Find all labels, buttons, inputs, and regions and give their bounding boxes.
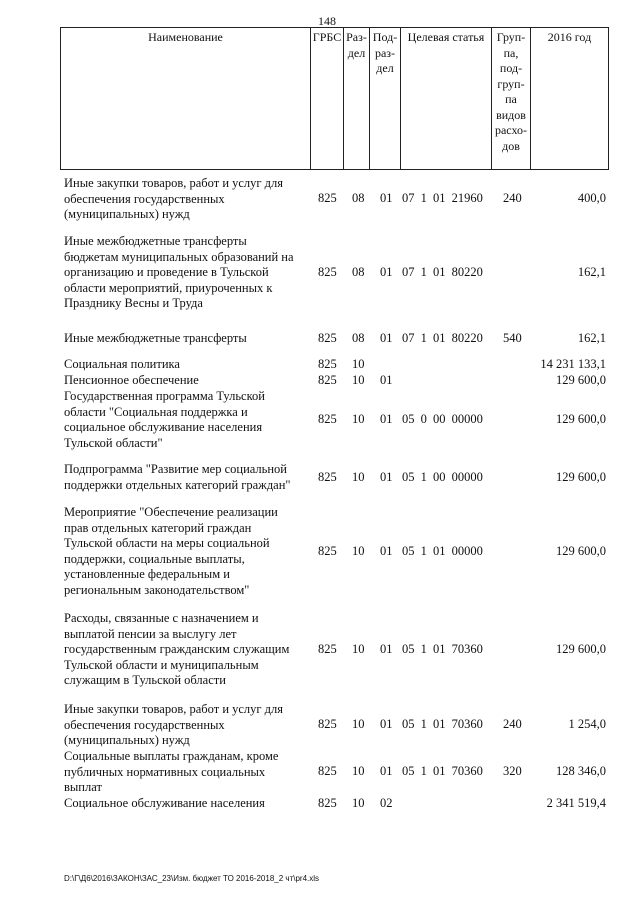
header-razdel: Раз- дел	[344, 28, 370, 169]
row-amount: 129 600,0	[556, 373, 606, 387]
row-razdel: 10	[352, 412, 365, 426]
row-grbs: 825	[318, 265, 337, 279]
row-target: 05 1 01 70360	[402, 764, 483, 778]
row-name: Государственная программа Тульской области "Социальная поддержка и социальное обслуживание населения Тульской области"	[64, 389, 265, 450]
row-razdel: 08	[352, 331, 365, 345]
row-razdel: 10	[352, 717, 365, 731]
row-podrazdel: 01	[380, 265, 393, 279]
row-group: 540	[503, 331, 522, 345]
page-number: 148	[318, 14, 336, 28]
row-group: 240	[503, 717, 522, 731]
row-grbs: 825	[318, 412, 337, 426]
row-razdel: 10	[352, 796, 365, 810]
row-amount: 128 346,0	[556, 764, 606, 778]
row-grbs: 825	[318, 470, 337, 484]
row-podrazdel: 01	[380, 412, 393, 426]
row-name: Иные закупки товаров, работ и услуг для обеспечения государственных (муниципальных) нужд	[64, 176, 284, 222]
row-name: Иные закупки товаров, работ и услуг для обеспечения государственных (муниципальных) нужд	[64, 702, 284, 748]
row-podrazdel: 01	[380, 764, 393, 778]
row-group: 320	[503, 764, 522, 778]
row-grbs: 825	[318, 544, 337, 558]
row-grbs: 825	[318, 191, 337, 205]
row-target: 05 1 01 70360	[402, 717, 483, 731]
row-grbs: 825	[318, 357, 337, 371]
row-grbs: 825	[318, 331, 337, 345]
row-amount: 129 600,0	[556, 642, 606, 656]
row-podrazdel: 01	[380, 544, 393, 558]
row-amount: 2 341 519,4	[546, 796, 606, 810]
row-amount: 14 231 133,1	[540, 357, 606, 371]
row-target: 07 1 01 80220	[402, 331, 483, 345]
row-name: Социальные выплаты гражданам, кроме публичных нормативных социальных выплат	[64, 749, 279, 795]
header-group: Груп- па, под- груп- па видов расхо- дов	[492, 28, 531, 169]
row-razdel: 10	[352, 470, 365, 484]
row-name: Подпрограмма "Развитие мер социальной поддержки отдельных категорий граждан"	[64, 462, 291, 492]
row-name: Социальное обслуживание населения	[64, 796, 265, 810]
row-amount: 1 254,0	[568, 717, 606, 731]
row-target: 05 1 01 00000	[402, 544, 483, 558]
row-amount: 162,1	[577, 265, 606, 279]
row-podrazdel: 01	[380, 373, 393, 387]
row-name: Иные межбюджетные трансферты	[64, 331, 247, 345]
header-podrazdel: Под- раз- дел	[370, 28, 401, 169]
row-target: 05 1 00 00000	[402, 470, 483, 484]
row-podrazdel: 02	[380, 796, 393, 810]
row-group: 240	[503, 191, 522, 205]
row-grbs: 825	[318, 373, 337, 387]
row-razdel: 10	[352, 373, 365, 387]
row-target: 05 1 01 70360	[402, 642, 483, 656]
row-podrazdel: 01	[380, 331, 393, 345]
row-name: Пенсионное обеспечение	[64, 373, 199, 387]
row-target: 05 0 00 00000	[402, 412, 483, 426]
row-podrazdel: 01	[380, 642, 393, 656]
row-razdel: 08	[352, 191, 365, 205]
row-grbs: 825	[318, 642, 337, 656]
header-year: 2016 год	[547, 30, 592, 44]
row-razdel: 10	[352, 544, 365, 558]
header-grbs: ГРБС	[311, 28, 344, 169]
row-amount: 129 600,0	[556, 544, 606, 558]
row-name: Иные межбюджетные трансферты бюджетам муниципальных образований на организацию и проведение в Тульской области мероприятий, приуроченных к Празднику Весны и Труда	[64, 234, 294, 311]
row-grbs: 825	[318, 796, 337, 810]
row-amount: 400,0	[577, 191, 606, 205]
table-header	[60, 27, 609, 170]
header-name: Наименование	[61, 28, 311, 169]
row-podrazdel: 01	[380, 191, 393, 205]
row-razdel: 10	[352, 764, 365, 778]
row-podrazdel: 01	[380, 717, 393, 731]
row-target: 07 1 01 80220	[402, 265, 483, 279]
row-razdel: 10	[352, 642, 365, 656]
row-grbs: 825	[318, 717, 337, 731]
row-grbs: 825	[318, 764, 337, 778]
row-amount: 129 600,0	[556, 412, 606, 426]
file-path-footer: D:\Г\Д6\2016\ЗАКОН\ЗАС_23\Изм. бюджет ТО 2016-2018_2 чт\pr4.xls	[64, 874, 320, 883]
row-name: Расходы, связанные с назначением и выплатой пенсии за выслугу лет государственным гражданским служащим Тульской области и муниципальным служащим в Тульской области	[64, 611, 290, 688]
row-podrazdel: 01	[380, 470, 393, 484]
row-name: Мероприятие "Обеспечение реализации прав отдельных категорий граждан Тульской области на меры социальной поддержки, социальные выплаты, установленные федеральным и региональным законодательством"	[64, 505, 278, 597]
row-razdel: 08	[352, 265, 365, 279]
row-target: 07 1 01 21960	[402, 191, 483, 205]
row-amount: 162,1	[577, 331, 606, 345]
row-razdel: 10	[352, 357, 365, 371]
header-target: Целевая статья	[401, 28, 492, 169]
row-name: Социальная политика	[64, 357, 180, 371]
row-amount: 129 600,0	[556, 470, 606, 484]
